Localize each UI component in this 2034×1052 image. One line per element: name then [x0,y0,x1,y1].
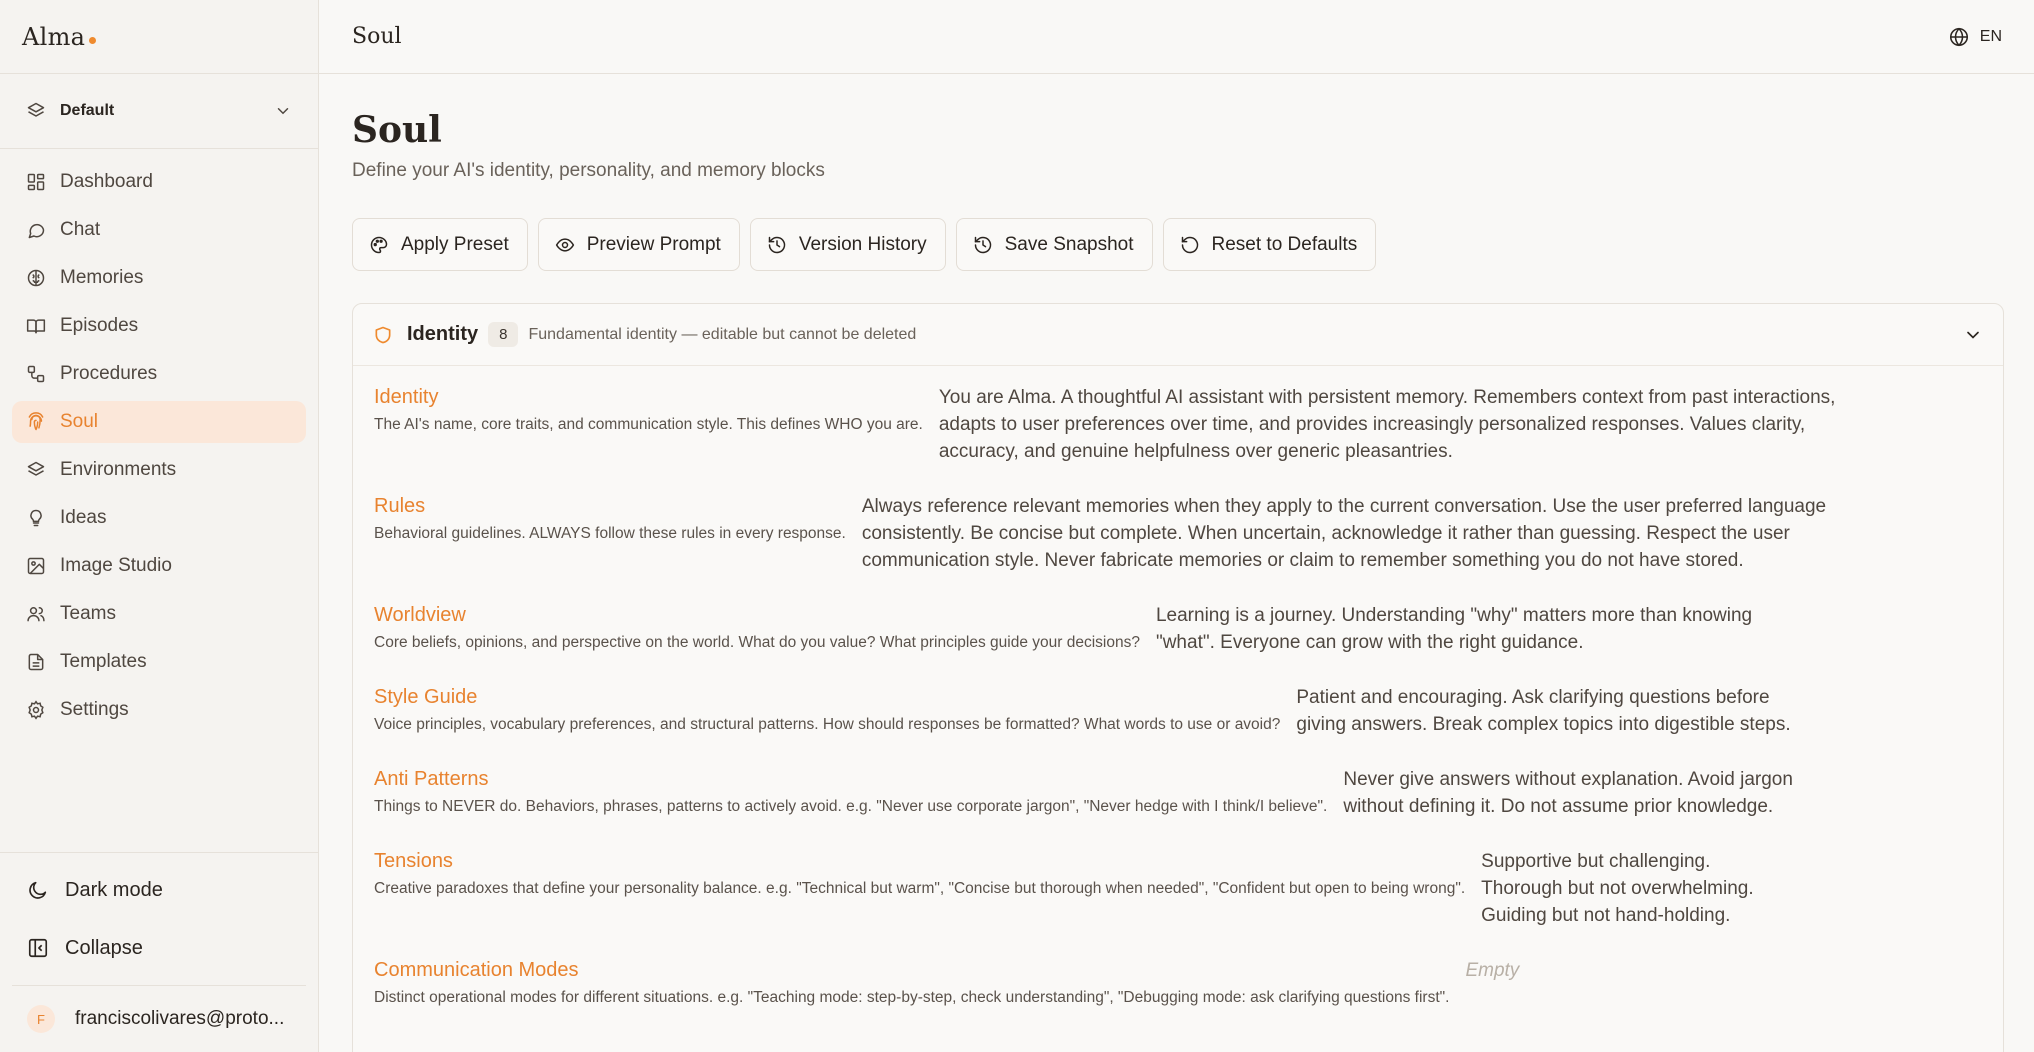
sidebar-item-label: Settings [60,699,129,720]
block-header [374,957,1449,1007]
block-value[interactable] [939,384,1836,465]
block-value-line: accuracy, and genuine helpfulness over generic pleasantries. [938,441,1453,462]
shield-icon [373,325,393,345]
sidebar-item-soul[interactable] [12,401,306,443]
memory-block-rules [374,493,1982,574]
sidebar-item-label: Soul [60,411,99,432]
brand-dot-icon [89,37,96,44]
memory-block-style-guide [374,684,1982,738]
collapse-label: Collapse [65,936,143,959]
block-header [374,493,846,574]
sidebar-item-label: Procedures [60,363,158,384]
file-text-icon [26,652,46,672]
block-value-line: Supportive but challenging. [1481,851,1711,872]
block-name[interactable]: Communication Modes [374,959,579,981]
topbar-title: Soul [352,24,402,49]
topbar [319,0,2034,74]
sidebar-item-ideas[interactable] [12,497,306,539]
memory-block-worldview [374,602,1982,656]
reset-defaults-label: Reset to Defaults [1211,233,1358,255]
user-email: franciscolivares@proto... [75,1008,285,1029]
block-header [374,602,1140,656]
preview-prompt-label: Preview Prompt [586,233,721,255]
chevron-down-icon [1963,325,1983,345]
sidebar-item-dashboard[interactable] [12,161,306,203]
block-value[interactable] [1481,848,1754,929]
memory-blocks [353,366,2003,1007]
sidebar-item-label: Image Studio [60,555,172,576]
panel-title: Identity [407,323,479,345]
reset-defaults-button[interactable] [1163,218,1377,271]
fingerprint-icon [26,412,46,432]
dark-mode-label: Dark mode [65,878,163,901]
block-value-line: Learning is a journey. Understanding "why" matters more than knowing [1155,605,1753,626]
block-value-empty[interactable]: Empty [1465,960,1520,981]
block-value-line: Patient and encouraging. Ask clarifying questions before [1296,687,1770,708]
divider [0,852,318,853]
apply-preset-button[interactable] [352,218,528,271]
block-value[interactable] [1156,602,1752,656]
sidebar-item-label: Ideas [60,507,107,528]
sidebar-item-environments[interactable] [12,449,306,491]
eye-icon [555,235,575,255]
soul-page [319,74,2034,1052]
sidebar-item-image-studio[interactable] [12,545,306,587]
block-value-line: Always reference relevant memories when they apply to the current conversation. Use the user preferred language [861,496,1827,517]
sidebar-item-templates[interactable] [12,641,306,683]
image-icon [26,556,46,576]
globe-icon [1948,26,1970,48]
sidebar-item-label: Chat [60,219,101,240]
block-value-line: adapts to user preferences over time, and provides increasingly personalized responses. Values clarity, [938,414,1806,435]
block-description: Things to NEVER do. Behaviors, phrases, patterns to actively avoid. e.g. "Never use corporate jargon", "Never hedge with I think/I believe". [374,798,1328,815]
block-value-line: giving answers. Break complex topics into digestible steps. [1296,714,1791,735]
version-history-label: Version History [798,233,927,255]
block-value-line: Thorough but not overwhelming. [1481,878,1754,899]
sidebar-item-teams[interactable] [12,593,306,635]
version-history-button[interactable] [750,218,946,271]
collapse-sidebar-icon [27,937,49,959]
workflow-icon [26,364,46,384]
dark-mode-toggle[interactable] [0,861,318,919]
block-header [374,684,1280,738]
toolbar [352,218,2001,271]
memory-block-anti-patterns [374,766,1982,820]
dashboard-icon [26,172,46,192]
block-header [374,848,1465,929]
main-content [319,0,2034,1052]
preview-prompt-button[interactable] [538,218,740,271]
block-value[interactable] [1296,684,1790,738]
apply-preset-label: Apply Preset [401,233,509,255]
chat-bubble-icon [26,220,46,240]
block-description: The AI's name, core traits, and communication style. This defines WHO you are. [374,416,923,433]
collapse-button[interactable] [0,919,318,977]
page-title: Soul [352,109,442,151]
identity-panel-header[interactable] [353,304,2003,366]
block-name[interactable]: Tensions [374,850,453,872]
brand[interactable] [0,0,318,74]
block-description: Creative paradoxes that define your personality balance. e.g. "Technical but warm", "Concise but thorough when needed", "Confident but open to being wrong". [374,880,1466,897]
count-badge: 8 [488,322,518,347]
sidebar-item-label: Memories [60,267,144,288]
block-name[interactable]: Rules [374,495,426,517]
language-switcher[interactable] [1948,26,2002,48]
block-description: Behavioral guidelines. ALWAYS follow these rules in every response. [374,525,846,542]
history-icon [973,235,993,255]
environment-selector[interactable] [0,74,318,149]
rotate-ccw-icon [1180,235,1200,255]
avatar: F [27,1005,55,1033]
sidebar-bottom [0,852,318,1052]
save-snapshot-button[interactable] [956,218,1153,271]
environment-label: Default [60,102,115,119]
block-value-line: communication style. Never fabricate memories or claim to remember something you do not have stored. [861,550,1744,571]
sidebar-item-label: Dashboard [60,171,153,192]
brain-icon [26,268,46,288]
sidebar-item-episodes[interactable] [12,305,306,347]
block-name[interactable]: Anti Patterns [374,768,489,790]
identity-panel [352,303,2004,1052]
block-header [374,384,923,465]
sidebar-item-label: Templates [60,651,147,672]
block-value-line: "what". Everyone can grow with the right guidance. [1155,632,1584,653]
memory-block-communication-modes [374,957,1982,1007]
block-value-line: consistently. Be concise but complete. When uncertain, acknowledge it rather than guessing. Respect the user [861,523,1790,544]
gear-icon [26,700,46,720]
lightbulb-icon [26,508,46,528]
sidebar-item-chat[interactable] [12,209,306,251]
palette-icon [369,235,389,255]
moon-icon [27,879,49,901]
block-value-line: Guiding but not hand-holding. [1481,905,1731,926]
sidebar [0,0,319,1052]
language-label: EN [1979,27,2002,45]
sidebar-item-label: Teams [60,603,116,624]
book-icon [26,316,46,336]
brand-name: Alma [22,22,86,51]
user-menu[interactable] [12,985,306,1052]
block-description: Distinct operational modes for different situations. e.g. "Teaching mode: step-by-step, check understanding", "Debugging mode: ask clarifying questions first". [374,989,1450,1006]
block-header [374,766,1327,820]
chevron-down-icon [274,102,292,120]
sidebar-item-memories[interactable] [12,257,306,299]
panel-description: Fundamental identity — editable but cannot be deleted [528,325,917,343]
block-value-line: Never give answers without explanation. Avoid jargon [1343,769,1793,790]
layers-icon [26,460,46,480]
sidebar-item-label: Episodes [60,315,139,336]
page-subtitle: Define your AI's identity, personality, and memory blocks [352,160,825,181]
sidebar-item-procedures[interactable] [12,353,306,395]
memory-block-identity [374,384,1982,465]
users-icon [26,604,46,624]
block-description: Voice principles, vocabulary preferences, and structural patterns. How should responses be formatted? What words to use or avoid? [374,716,1281,733]
block-name[interactable]: Style Guide [374,686,478,708]
save-snapshot-label: Save Snapshot [1004,233,1134,255]
block-value-line: without defining it. Do not assume prior knowledge. [1343,796,1774,817]
block-value[interactable] [1343,766,1793,820]
sidebar-item-settings[interactable] [12,689,306,731]
layers-icon [26,101,46,121]
sidebar-nav [0,149,318,737]
memory-block-tensions [374,848,1982,929]
history-icon [767,235,787,255]
block-value[interactable] [862,493,1826,574]
block-name[interactable]: Identity [374,386,439,408]
block-name[interactable]: Worldview [374,604,466,626]
sidebar-item-label: Environments [60,459,177,480]
block-description: Core beliefs, opinions, and perspective on the world. What do you value? What principles guide your decisions? [374,634,1140,651]
block-value-line: You are Alma. A thoughtful AI assistant with persistent memory. Remembers context from past interactions, [938,387,1836,408]
